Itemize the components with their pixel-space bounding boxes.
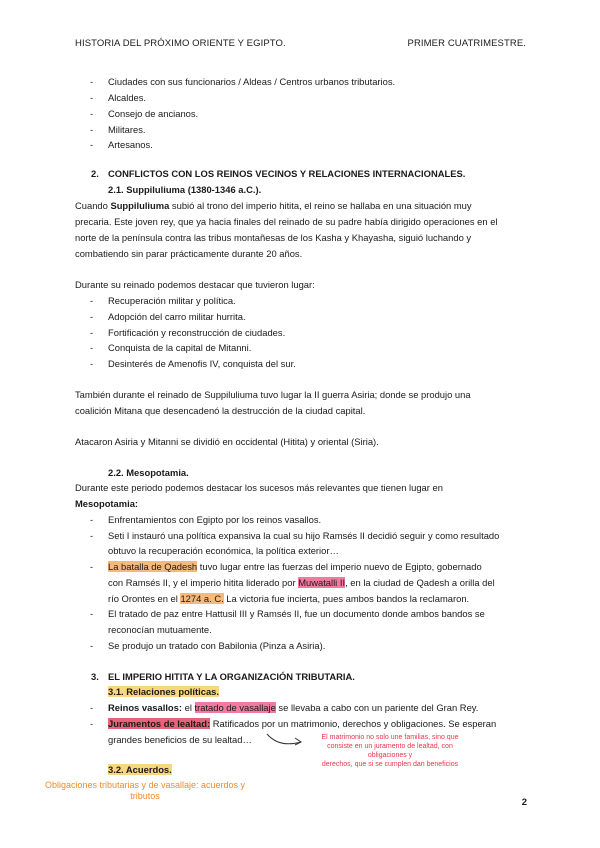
list-item-continuation: grandes beneficios de su lealtad… [108,734,252,745]
list-item: Desinterés de Amenofis IV, conquista del sur. [108,358,296,369]
list-item-continuation: obtuvo la recuperación económica, la política exterior… [108,545,339,556]
list-item: Fortificación y reconstrucción de ciudades. [108,327,286,338]
page-number: 2 [521,797,527,808]
paragraph-line: coalición Mitana que desencadenó la destrucción de la ciudad capital. [75,405,366,416]
bullet: - [90,124,94,135]
paragraph-line: También durante el reinado de Suppiluliuma tuvo lugar la II guerra Asiria; donde se produjo una [75,389,471,400]
bullet: - [90,718,94,729]
highlight: La batalla de Qadesh [108,561,198,572]
bullet: - [90,514,94,525]
list-item: Juramentos de lealtad: Ratificados por un matrimonio, derechos y obligaciones. Se esperan [108,718,497,729]
paragraph-line: precaria. Este joven rey, que ya hacia finales del reinado de su padre había dirigido operaciones en el [75,216,498,227]
bullet: - [90,342,94,353]
list-item: Adopción del carro militar hurrita. [108,311,246,322]
bullet: - [90,702,94,713]
bullet: - [90,139,94,150]
highlight: Muwatalli II [298,577,346,588]
subsection-title [108,686,219,697]
subsection-title: 2.1. Suppiluliuma (1380-1346 a.C.). [108,184,262,195]
list-item: El tratado de paz entre Hattusil III y Ramsés II, fue un documento donde ambos bandos se [108,608,485,619]
section-title: EL IMPERIO HITITA Y LA ORGANIZACIÓN TRIBUTARIA. [108,671,355,682]
header-left: HISTORIA DEL PRÓXIMO ORIENTE Y EGIPTO. [75,38,286,49]
list-item: Artesanos. [108,139,153,150]
highlight: tratado de vasallaje [194,702,276,713]
annotation-note-orange: Obligaciones tributarias y de vasallaje: acuerdos y tributos [44,780,246,801]
paragraph-line: Atacaron Asiria y Mitanni se dividió en occidental (Hitita) y oriental (Siria). [75,436,379,447]
list-item: Reinos vasallos: el tratado de vasallaje se llevaba a cabo con un pariente del Gran Rey. [108,702,479,713]
bullet: - [90,530,94,541]
bullet: - [90,76,94,87]
subsection-title [108,764,172,775]
section-title: CONFLICTOS CON LOS REINOS VECINOS Y RELACIONES INTERNACIONALES. [108,168,466,179]
paragraph-line: Durante este periodo podemos destacar los sucesos más relevantes que tienen lugar en [75,482,443,493]
list-item: Se produjo un tratado con Babilonia (Pinza a Asiria). [108,640,326,651]
bullet: - [90,108,94,119]
bullet: - [90,608,94,619]
paragraph-line: Cuando Suppiluliuma subió al trono del imperio hitita, el reino se hallaba en una situación muy [75,200,472,211]
highlight: Juramentos de lealtad: [108,718,211,729]
bold-name: Suppiluliuma [110,200,170,211]
annotation-note-red: El matrimonio no solo une familias, sino que consiste en un juramento de lealtad, con obligaciones y derechos, que si se cumplen dan beneficios [321,734,459,768]
bullet: - [90,295,94,306]
list-item: Seti I instauró una política expansiva la cual su hijo Ramsés II decidió seguir y como resultado [108,530,500,541]
bullet: - [90,358,94,369]
list-item: Enfrentamientos con Egipto por los reinos vasallos. [108,514,322,525]
list-item: Consejo de ancianos. [108,108,199,119]
bullet: - [90,311,94,322]
subsection-title: 2.2. Mesopotamia. [108,467,189,478]
paragraph-line: combatiendo sin parar prácticamente durante 20 años. [75,248,303,259]
list-item: Recuperación militar y política. [108,295,236,306]
paragraph-line: Mesopotamia: [75,498,139,509]
highlight: 3.2. Acuerdos. [108,764,172,775]
list-item-continuation: con Ramsés II, y el imperio hitita liderado por Muwatalli II, en la ciudad de Qadesh a orilla del [108,577,495,588]
list-item: Militares. [108,124,146,135]
annotation-arrow-icon [265,728,305,750]
section-number: 3. [91,671,99,682]
bullet: - [90,327,94,338]
highlight: 3.1. Relaciones políticas. [108,686,219,697]
header-right: PRIMER CUATRIMESTRE. [407,38,526,49]
list-item: Ciudades con sus funcionarios / Aldeas / Centros urbanos tributarios. [108,76,396,87]
paragraph-line: norte de la península contra las tribus montañesas de los Kasha y Khayasha, siguió luchando y [75,232,472,243]
list-item: Alcaldes. [108,92,147,103]
bullet: - [90,561,94,572]
bullet: - [90,92,94,103]
section-number: 2. [91,168,99,179]
list-item-continuation: río Orontes en el 1274 a. C. La victoria fue incierta, pues ambos bandos la reclamaron. [108,593,470,604]
paragraph-line: Durante su reinado podemos destacar que tuvieron lugar: [75,279,315,290]
list-item: La batalla de Qadesh tuvo lugar entre las fuerzas del imperio nuevo de Egipto, gobernado [108,561,482,572]
highlight: 1274 a. C. [180,593,224,604]
bullet: - [90,640,94,651]
list-item-continuation: reconocían mutuamente. [108,624,212,635]
list-item: Conquista de la capital de Mitanni. [108,342,252,353]
